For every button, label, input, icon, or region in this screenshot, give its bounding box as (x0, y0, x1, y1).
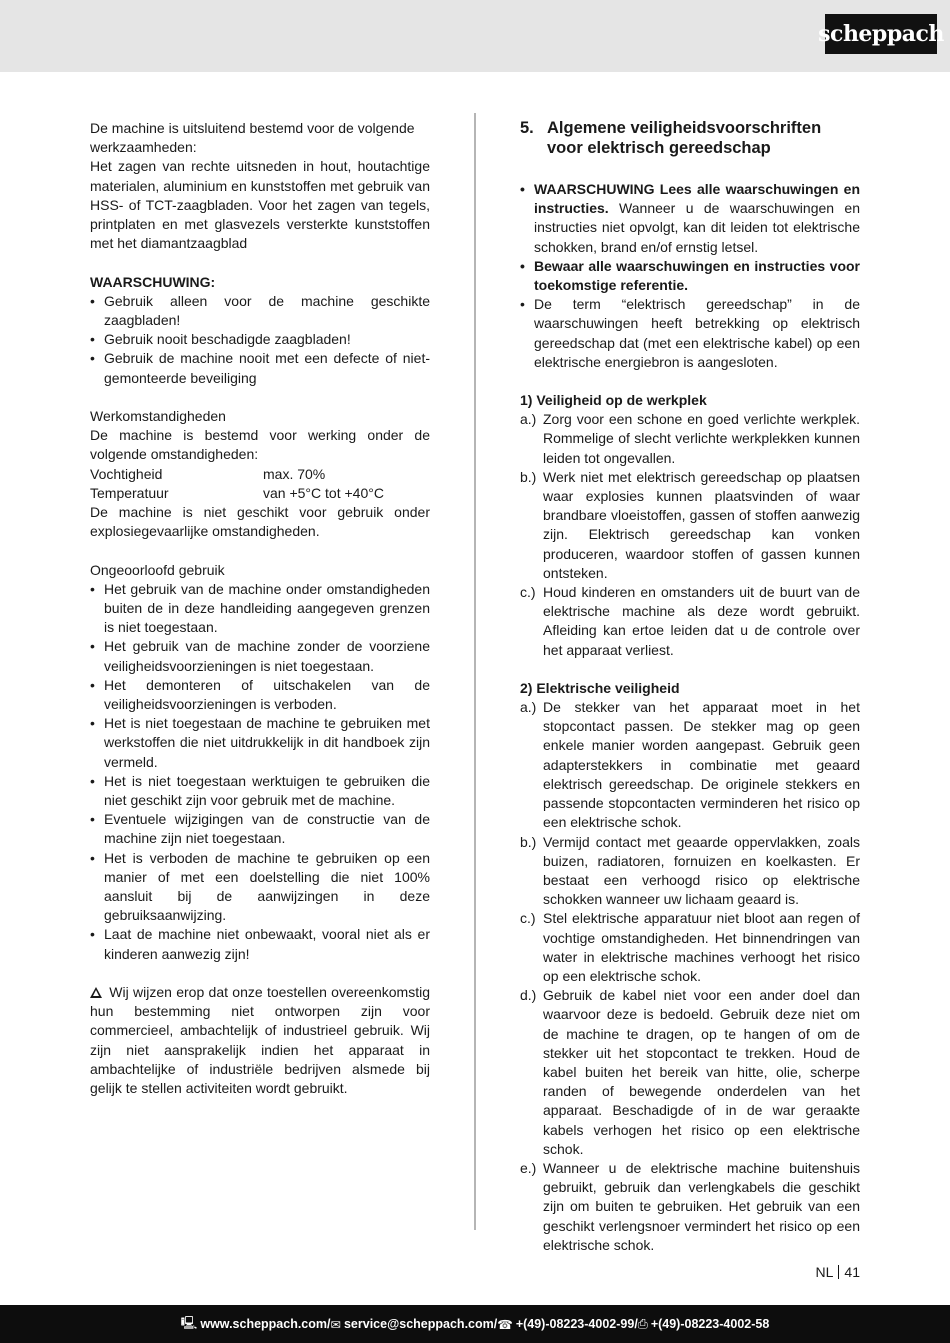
unauthorized-use-list (90, 580, 430, 964)
item-text: Houd kinderen en omstanders uit de buurt van de elektrische machine als deze wordt gebruikt. Afleiding kan ertoe leiden dat u de controle over het apparaat verliest. (543, 584, 860, 658)
workplace-safety-list (520, 410, 860, 660)
list-item (520, 468, 860, 583)
phone-icon: ☎ (497, 1317, 513, 1332)
item-text: Gebruik de kabel niet voor een ander doel dan waarvoor deze is bedoeld. Gebruik deze niet om de machine te dragen, op te hangen of om de stekker uit het stopcontact te trekken. Houd de kabel buiten het bereik van hitte, olie, scherpe randen of bewegende onderdelen van het apparaat. Beschadigde of in de war geraakte kabels verhogen het risico op een elektrische schok. (543, 987, 860, 1157)
list-item (520, 986, 860, 1159)
footer-phone: +(49)-08223-4002-99 (515, 1317, 635, 1331)
list-item: • Gebruik nooit beschadigde zaagbladen! (90, 330, 430, 349)
list-item (520, 257, 860, 295)
list-item: • Gebruik de machine nooit met een defecte of niet-gemonteerde beveiliging (90, 349, 430, 387)
computer-icon: 🖳 (180, 1315, 198, 1330)
footer-website-link[interactable]: www.scheppach.com (200, 1317, 328, 1331)
condition-label: Temperatuur (90, 484, 169, 501)
page-index: 41 (844, 1264, 860, 1280)
list-item: • Het gebruik van de machine onder omstandigheden buiten de in deze handleiding aangegeven grenzen is niet toegestaan. (90, 580, 430, 638)
condition-label: Vochtigheid (90, 465, 163, 482)
list-item: • Het is niet toegestaan de machine te gebruiken met werkstoffen die niet uitdrukkelijk in dit handboek zijn vermeld. (90, 714, 430, 772)
page-number (760, 1264, 860, 1280)
conditions-note: De machine is niet geschikt voor gebruik onder explosiegevaarlijke omstandigheden. (90, 504, 430, 540)
list-item: • Het is niet toegestaan werktuigen te gebruiken die niet geschikt zijn voor gebruik met de machine. (90, 772, 430, 810)
section-number: 5. (520, 119, 534, 137)
item-text: De stekker van het apparaat moet in het stopcontact passen. De stekker mag op geen enkele manier worden aangepast. Gebruik geen adapterstekkers in combinatie met geaard elektrisch gereedschap. De originele stekkers en passende stopcontacten verminderen het risico op een elektrische schok. (543, 699, 860, 831)
list-item: • Eventuele wijzigingen van de constructie van de machine zijn niet toegestaan. (90, 810, 430, 848)
right-column (520, 119, 860, 1255)
list-item: • Het demonteren of uitschakelen van de veiligheidsvoorzieningen is verboden. (90, 676, 430, 714)
list-item: • Laat de machine niet onbewaakt, vooral niet als er kinderen aanwezig zijn! (90, 925, 430, 963)
warning-list (90, 292, 430, 388)
item-letter: c.) (520, 584, 536, 601)
footer-contact-bar: 🖳 www.scheppach.com / ✉ service@scheppach.com / ☎ +(49)-08223-4002-99 / ⎙ +(49)-08223-4002-58 (0, 1305, 950, 1343)
item-text: Zorg voor een schone en goed verlichte werkplek. Rommelige of slecht verlichte werkplekken kunnen leiden tot ongevallen. (543, 411, 860, 466)
language-code: NL (815, 1264, 834, 1280)
list-item (520, 833, 860, 910)
column-divider (474, 113, 476, 1230)
condition-value: max. 70% (263, 465, 326, 482)
item-letter: d.) (520, 987, 537, 1004)
footer-fax: +(49)-08223-4002-58 (650, 1317, 770, 1331)
workplace-safety-title: 1) Veiligheid op de werkplek (520, 392, 707, 409)
item-text: Wanneer u de elektrische machine buitenshuis gebruikt, gebruik dan verlengkabels die geschikt zijn om buiten te gebruiken. Het gebruik van een geschikt verlengsnoer vermindert het risico op een elektrische schok. (543, 1159, 860, 1253)
conditions-table (90, 465, 430, 503)
item-letter: e.) (520, 1159, 537, 1176)
bold-lead: Bewaar alle waarschuwingen en instructies voor toekomstige referentie. (534, 257, 860, 294)
scheppach-logo: scheppach (825, 14, 937, 54)
conditions-intro: De machine is bestemd voor werking onder de volgende omstandigheden: (90, 427, 430, 463)
intended-use-intro: De machine is uitsluitend bestemd voor de volgende werkzaamheden: (90, 120, 415, 156)
warning-triangle-icon (90, 987, 102, 998)
list-item (520, 410, 860, 468)
list-item (520, 180, 860, 257)
intended-use-body: Het zagen van rechte uitsneden in hout, houtachtige materialen, aluminium en kunststoffen met gebruik van HSS- of TCT-zaagbladen. Voor het zagen van tegels, printplaten en met glasvezels versterkte kunststoffen met het diamantzaagblad (90, 158, 430, 252)
list-item: • Gebruik alleen voor de machine geschikte zaagbladen! (90, 292, 430, 330)
item-text: Vermijd contact met geaarde oppervlakken, zoals buizen, radiatoren, fornuizen en koelkasten. Er bestaat een verhoogd risico op elektrische schokken wanneer uw lichaam geaard is. (543, 833, 860, 908)
conditions-title: Werkomstandigheden (90, 408, 226, 425)
item-letter: a.) (520, 699, 537, 716)
list-item (520, 909, 860, 986)
header-band (0, 0, 950, 72)
general-warnings-list (520, 180, 860, 372)
footer-email-link[interactable]: service@scheppach.com (343, 1317, 494, 1331)
list-item (520, 1159, 860, 1255)
item-letter: b.) (520, 833, 537, 850)
electrical-safety-list (520, 698, 860, 1255)
list-item (520, 698, 860, 832)
mail-icon: ✉ (330, 1317, 341, 1332)
left-column (90, 119, 430, 1098)
section-title: Algemene veiligheidsvoorschriften voor elektrisch gereedschap (547, 119, 822, 157)
condition-row (90, 484, 430, 503)
list-item: • Het is verboden de machine te gebruiken op een manier of met een doelstelling die niet 100% aansluit bij de aanwijzingen in deze gebruiksaanwijzing. (90, 849, 430, 926)
warning-title: WAARSCHUWING: (90, 273, 216, 290)
list-item (520, 295, 860, 372)
item-text: De term “elektrisch gereedschap” in de waarschuwingen heeft betrekking op elektrisch gereedschap dat (met een elektrische kabel) op een elektrische energiebron is aangesloten. (534, 296, 860, 370)
item-letter: b.) (520, 468, 537, 485)
bold-lead: WAARSCHUWING Lees alle waarschuwingen en instructies. (534, 181, 860, 217)
section-heading (520, 119, 860, 158)
list-item: • Het gebruik van de machine zonder de voorziene veiligheidsvoorzieningen is niet toegestaan. (90, 637, 430, 675)
item-text: Werk niet met elektrisch gereedschap op plaatsen waar explosies kunnen plaatsvinden of waar brandbare vloeistoffen, gassen of stoffen aanwezig zijn. Elektrisch gereedschap kan vonken produceren, waardoor stoffen of gassen kunnen ontsteken. (543, 468, 860, 581)
item-letter: c.) (520, 910, 536, 927)
item-letter: a.) (520, 411, 537, 428)
item-text: Stel elektrische apparatuur niet bloot aan regen of vochtige omstandigheden. Het binnendringen van water in elektrische machines verhoogt het risico op een elektrische schok. (543, 910, 860, 984)
electrical-safety-title: 2) Elektrische veiligheid (520, 679, 680, 696)
list-item (520, 583, 860, 660)
item-text: Wanneer u de waarschuwingen en instructies niet opvolgt, kan dit leiden tot elektrische schokken, brand en/of ernstig letsel. (534, 200, 860, 255)
unauthorized-use-title: Ongeoorloofd gebruik (90, 561, 225, 578)
condition-value: van +5°C tot +40°C (263, 484, 384, 501)
closing-note: Wij wijzen erop dat onze toestellen overeenkomstig hun bestemming niet ontworpen zijn voor commercieel, ambachtelijk of industrieel gebruik. Wij zijn niet aansprakelijk indien het apparaat in ambachtelijke of industriële bedrijven alsmede bij gelijk te stellen activiteiten wordt gebruikt. (90, 984, 430, 1097)
fax-icon: ⎙ (637, 1316, 648, 1331)
condition-row (90, 465, 430, 484)
